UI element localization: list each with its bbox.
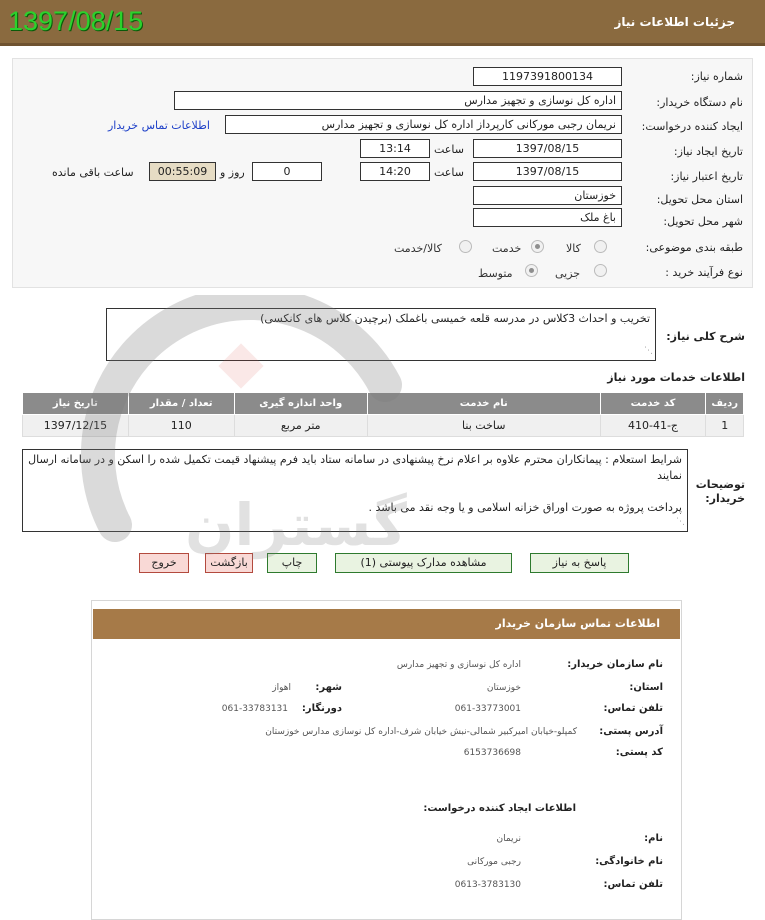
validity-date-field: 1397/08/15 [473,162,622,181]
page-header [0,0,765,46]
notes-line-1: شرایط استعلام : پیمانکاران محترم علاوه بر اعلام نرخ پیشنهادی در سامانه ستاد باید فرم پیشنهاد قیمت تکمیل شده را اسکن و در سامانه ارسال نمایند [28,453,682,482]
province-label: استان محل تحویل: [656,193,743,206]
category-radio-goods[interactable] [594,240,607,253]
table-row [23,415,744,437]
buyer-org-label: نام دستگاه خریدار: [656,96,743,109]
category-option-goods: کالا [566,242,581,255]
contact-postal-label: کد پستی: [615,747,663,758]
requester-last-name-label: نام خانوادگی: [595,856,663,867]
contact-org-label: نام سازمان خریدار: [567,659,663,670]
contact-phone-label: تلفن تماس: [603,703,663,714]
created-date-field: 1397/08/15 [473,139,622,158]
col-name: نام خدمت [367,393,600,415]
contact-province: خوزستان [486,683,521,693]
col-date: تاریخ نیاز [23,393,129,415]
col-unit: واحد اندازه گیری [234,393,367,415]
services-header-row [23,393,744,415]
requester-phone: 0613-3783130 [454,880,521,890]
category-radio-service[interactable] [531,240,544,253]
summary-text: تخریب و احداث 3کلاس در مدرسه قلعه خمیسی باغملک (برچیدن کلاس های کانکسی) [260,312,650,325]
watermark-text: گستران [185,491,407,559]
cell-qty: 110 [128,415,234,437]
category-label: طبقه بندی موضوعی: [645,241,743,254]
buyer-contact-card [91,600,682,920]
reply-button[interactable]: پاسخ به نیاز [530,553,629,573]
validity-date-label: تاریخ اعتبار نیاز: [670,170,743,183]
category-radio-goods-service[interactable] [459,240,472,253]
print-button[interactable]: چاپ [267,553,317,573]
created-time-field: 13:14 [360,139,430,158]
requester-first-name-label: نام: [644,833,663,844]
requester-last-name: رجبی مورکانی [467,857,521,867]
resize-grip-icon: ⋰ [644,346,653,356]
notes-textarea[interactable] [22,449,688,532]
category-option-service: خدمت [492,242,522,255]
contact-card-title: اطلاعات تماس سازمان خریدار [495,617,660,630]
process-option-minor: جزیی [555,267,581,280]
contact-city: اهواز [272,683,291,693]
header-title: جزئیات اطلاعات نیاز [614,15,735,29]
requester-first-name: نریمان [496,834,521,844]
cell-row: 1 [706,415,744,437]
resize-grip-icon: ⋰ [676,517,685,527]
buyer-org-field: اداره کل نوسازی و تجهیز مدارس [174,91,622,110]
contact-card-header [93,609,680,639]
notes-label: توضیحات خریدار: [695,478,745,505]
need-number-field: 1197391800134 [473,67,622,86]
cell-date: 1397/12/15 [23,415,129,437]
buyer-contact-link[interactable]: اطلاعات تماس خریدار [108,119,210,132]
services-title: اطلاعات خدمات مورد نیاز [607,371,745,384]
requester-section-title: اطلاعات ایجاد کننده درخواست: [423,803,576,814]
days-field: 0 [252,162,322,181]
city-field: باغ ملک [473,208,622,227]
need-number-label: شماره نیاز: [690,70,743,83]
remaining-label: ساعت باقی مانده [52,166,134,179]
created-date-label: تاریخ ایجاد نیاز: [673,145,743,158]
created-time-label: ساعت [434,143,464,156]
contact-phone: 061-33773001 [454,704,521,714]
col-row: ردیف [706,393,744,415]
category-option-goods-service: کالا/خدمت [394,242,442,255]
contact-fax-label: دورنگار: [301,703,342,714]
contact-address-label: آدرس پستی: [599,726,663,737]
validity-time-label: ساعت [434,166,464,179]
contact-org: اداره کل نوسازی و تجهیز مدارس [396,660,521,670]
col-code: کد خدمت [600,393,706,415]
services-table [22,392,744,437]
province-field: خوزستان [473,186,622,205]
summary-label: شرح کلی نیاز: [666,330,745,343]
city-label: شهر محل تحویل: [663,215,743,228]
contact-address: کمپلو-خیابان امیرکبیر شمالی-نبش خیابان شرف-اداره کل نوسازی مدارس خوزستان [265,727,577,737]
back-button[interactable]: بازگشت [205,553,253,573]
validity-time-field: 14:20 [360,162,430,181]
requester-label: ایجاد کننده درخواست: [641,120,743,133]
process-radio-medium[interactable] [525,264,538,277]
days-label: روز و [220,166,245,179]
process-label: نوع فرآیند خرید : [665,266,743,279]
cell-unit: متر مربع [234,415,367,437]
exit-button[interactable]: خروج [139,553,189,573]
contact-fax: 061-33783131 [221,704,288,714]
requester-field: نریمان رجبی مورکانی کارپرداز اداره کل نوسازی و تجهیز مدارس [225,115,622,134]
remaining-time-field: 00:55:09 [149,162,216,181]
summary-textarea[interactable] [106,308,656,361]
col-qty: تعداد / مقدار [128,393,234,415]
process-option-medium: متوسط [478,267,513,280]
cell-name: ساخت بنا [367,415,600,437]
contact-province-label: استان: [629,682,663,693]
process-radio-minor[interactable] [594,264,607,277]
contact-postal: 6153736698 [463,748,521,758]
notes-line-2: پرداخت پروژه به صورت اوراق خزانه اسلامی و یا وجه نقد می باشد . [368,501,682,514]
header-date: 1397/08/15 [8,6,144,36]
attachments-button[interactable]: مشاهده مدارک پیوستی (1) [335,553,512,573]
contact-city-label: شهر: [315,682,342,693]
cell-code: ج-41-410 [600,415,706,437]
requester-phone-label: تلفن تماس: [603,879,663,890]
